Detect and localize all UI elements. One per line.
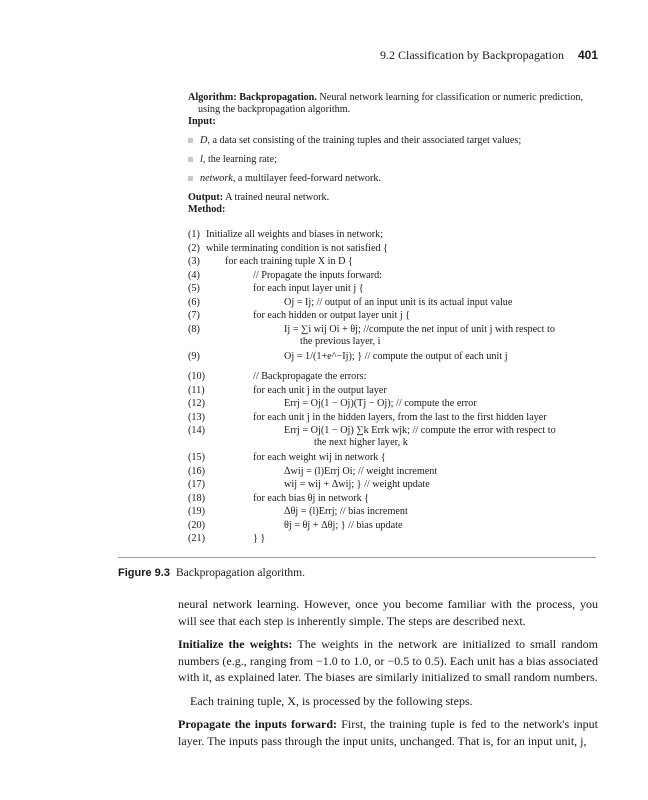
algorithm-heading (188, 92, 588, 116)
input-item (188, 135, 588, 147)
step-text: for each bias θj in network { (253, 492, 370, 504)
output-line (188, 192, 588, 204)
output-text: A trained neural network. (225, 192, 330, 203)
step-line (188, 255, 608, 268)
step-text: for each unit j in the hidden layers, from the last to the first hidden layer (253, 411, 547, 423)
step-text: // Propagate the inputs forward: (253, 269, 383, 281)
step-line (188, 465, 608, 478)
step-text: for each hidden or output layer unit j { (253, 310, 411, 321)
step-number: (9) (188, 351, 200, 362)
step-number: (4) (188, 269, 200, 281)
input-symbol: l (200, 154, 203, 165)
paragraph: Each training tuple, X, is processed by the following steps. (190, 693, 473, 708)
figure-caption (118, 567, 305, 579)
paragraph-text: First, the training tuple is fed to the network's input layer. The inputs pass through the input units, unchanged. That is, for an input unit, j, (178, 717, 598, 748)
step-text: for each training tuple X in D { (225, 256, 353, 267)
step-continuation: the previous layer, i (300, 335, 381, 347)
paragraph-text: The weights in the network are initialized to small random numbers (e.g., ranging from −1.0 to 1.0, or −0.5 to 0.5). Each unit has a bias associated with it, as explained later. The biases are similarly initialized to small random numbers. (178, 637, 598, 684)
algorithm-title: Algorithm: Backpropagation. (188, 92, 317, 103)
step-number: (20) (188, 519, 205, 531)
step-number: (16) (188, 465, 205, 477)
bullet-icon (188, 176, 193, 181)
step-line (188, 384, 608, 397)
input-item (188, 173, 588, 185)
step-line (188, 269, 608, 282)
input-symbol: D (200, 135, 208, 146)
step-number: (15) (188, 452, 205, 463)
step-text: Δθj = (l)Errj; // bias increment (284, 506, 408, 517)
step-line (188, 505, 608, 518)
step-text: // Backpropagate the errors: (253, 371, 367, 382)
paragraph-heading: Propagate the inputs forward: (178, 717, 337, 731)
paragraph: neural network learning. However, once you become familiar with the process, you will see that each step is inherently simple. The steps are described next. (178, 597, 598, 628)
input-text: , a data set consisting of the training tuples and their associated target values; (207, 135, 522, 146)
step-line (188, 411, 608, 424)
step-text: Initialize all weights and biases in network; (206, 229, 384, 240)
step-number: (18) (188, 492, 205, 504)
step-line (188, 350, 608, 363)
figure-label: Figure 9.3 (118, 567, 170, 579)
step-line (188, 451, 608, 464)
step-number: (5) (188, 283, 200, 294)
step-text: θj = θj + Δθj; } // bias update (284, 519, 403, 531)
step-line (188, 282, 608, 295)
step-text: Ij = ∑i wij Oi + θj; //compute the net input of unit j with respect to (284, 323, 555, 335)
bullet-icon (188, 138, 193, 143)
step-number: (13) (188, 411, 205, 423)
input-symbol: network (200, 173, 233, 184)
paragraph (178, 636, 598, 686)
step-line (188, 309, 608, 322)
paragraph-heading: Initialize the weights: (178, 637, 293, 651)
figure-divider (118, 557, 596, 558)
algorithm-description: Neural network learning for classification or numeric prediction, using the backpropagation algorithm. (198, 92, 584, 115)
step-line (188, 370, 608, 383)
step-continuation: the next higher layer, k (314, 437, 408, 448)
step-line (188, 492, 608, 505)
step-text: Errj = Oj(1 − Oj)(Tj − Oj); // compute the error (284, 398, 477, 409)
algorithm-box (188, 92, 588, 216)
figure-caption-text: Backpropagation algorithm. (175, 567, 305, 579)
step-text: while terminating condition is not satisfied { (206, 242, 389, 254)
step-text: Δwij = (l)Errj Oi; // weight increment (284, 465, 438, 477)
step-line (188, 323, 608, 347)
step-text: Oj = Ij; // output of an input unit is its actual input value (284, 296, 513, 308)
step-line (188, 532, 608, 545)
step-number: (19) (188, 506, 205, 517)
input-label: Input: (188, 116, 216, 127)
step-line (188, 424, 608, 448)
input-text: , the learning rate; (202, 154, 277, 165)
step-text: } } (253, 533, 266, 544)
paragraph (178, 716, 598, 749)
step-text: wij = wij + Δwij; } // weight update (284, 479, 430, 490)
step-number: (1) (188, 229, 200, 240)
step-number: (21) (188, 533, 205, 544)
step-number: (8) (188, 323, 200, 335)
output-label: Output: (188, 192, 224, 203)
step-text: for each input layer unit j { (253, 283, 364, 294)
step-line (188, 519, 608, 532)
bullet-icon (188, 157, 193, 162)
step-line (188, 228, 608, 241)
body-text (178, 596, 598, 756)
step-text: for each weight wij in network { (253, 452, 386, 463)
step-number: (2) (188, 242, 200, 254)
step-number: (7) (188, 310, 200, 321)
step-line (188, 296, 608, 309)
running-header (0, 48, 648, 64)
method-label: Method: (188, 204, 226, 215)
step-number: (12) (188, 398, 205, 409)
step-line (188, 397, 608, 410)
step-text: for each unit j in the output layer (253, 384, 387, 396)
step-number: (11) (188, 384, 205, 396)
input-text: , a multilayer feed-forward network. (232, 173, 382, 184)
step-number: (6) (188, 296, 200, 308)
step-text: Errj = Oj(1 − Oj) ∑k Errk wjk; // compute the error with respect to (284, 425, 556, 436)
step-number: (17) (188, 479, 205, 490)
input-item (188, 154, 588, 166)
page-number: 401 (578, 48, 599, 62)
step-number: (10) (188, 371, 205, 382)
step-line (188, 242, 608, 255)
step-number: (3) (188, 256, 200, 267)
step-number: (14) (188, 425, 205, 436)
header-title: 9.2 Classification by Backpropagation (380, 48, 564, 62)
step-line (188, 478, 608, 491)
step-text: Oj = 1/(1+e^−Ij); } // compute the output of each unit j (284, 351, 508, 362)
